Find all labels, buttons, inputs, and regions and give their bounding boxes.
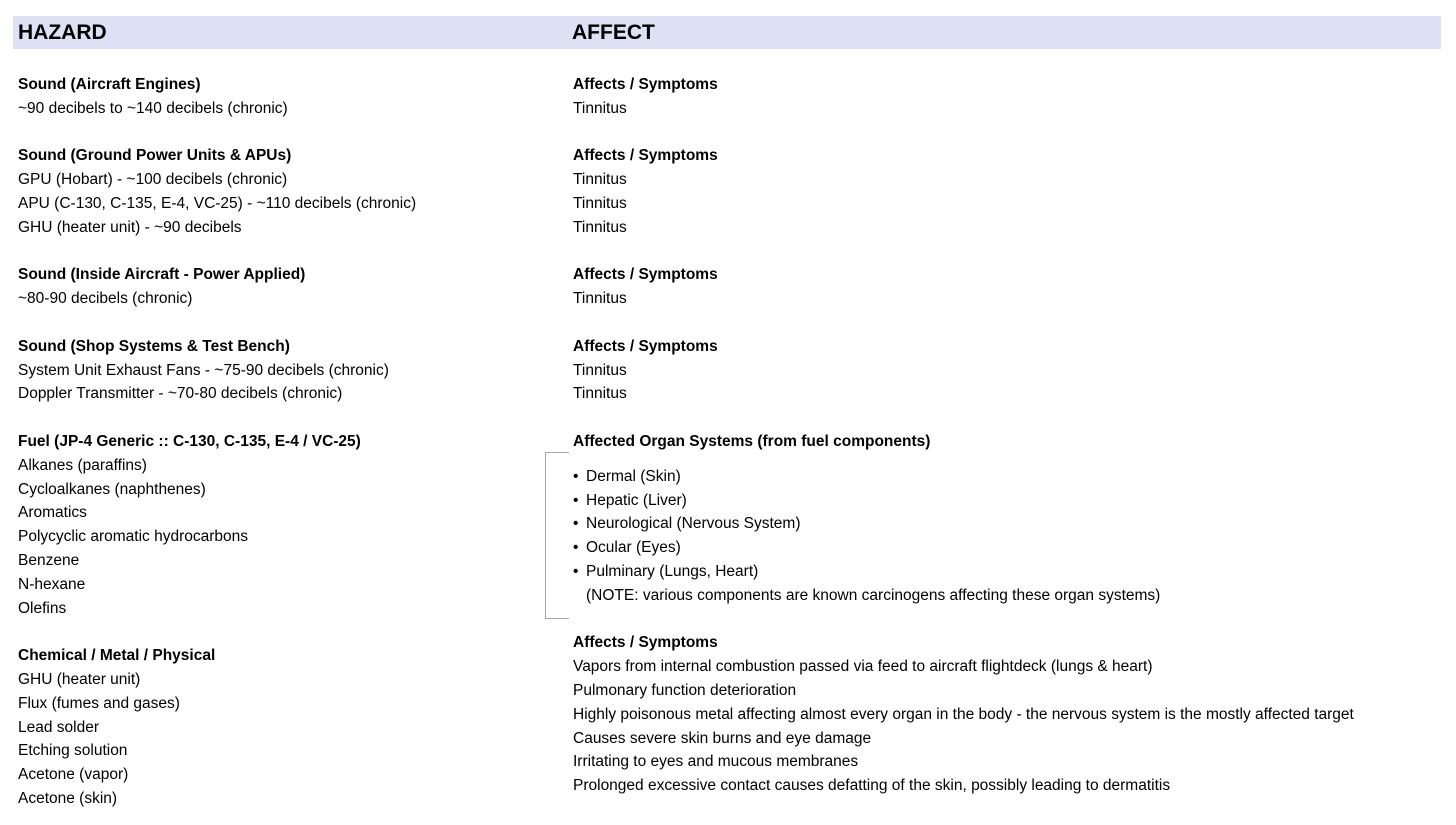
organ-system-label: Ocular (Eyes) [586,539,681,557]
hazard-line: GHU (heater unit) [18,670,141,688]
affect-column-header: AFFECT [572,21,655,44]
hazard-block-shop-systems [18,335,558,406]
affect-title: Affects / Symptoms [573,266,718,284]
affect-line: Irritating to eyes and mucous membranes [573,753,859,771]
organ-system-item [573,489,1443,513]
hazard-line: Cycloalkanes (naphthenes) [18,480,206,498]
hazard-column-header: HAZARD [18,21,107,44]
hazard-line: Benzene [18,551,80,569]
affect-block-fuel [573,430,1443,608]
affect-line: Tinnitus [573,290,627,308]
bullet-icon: • [573,562,579,580]
bullet-icon: • [573,539,579,557]
affect-line: Vapors from internal combustion passed via feed to aircraft flightdeck (lungs & heart) [573,658,1153,676]
hazard-line: APU (C-130, C-135, E-4, VC-25) - ~110 decibels (chronic) [18,194,417,212]
hazard-title: Sound (Inside Aircraft - Power Applied) [18,266,306,284]
affect-title: Affects / Symptoms [573,76,718,93]
hazard-title: Chemical / Metal / Physical [18,647,216,665]
hazard-line: Aromatics [18,504,87,522]
affect-title: Affects / Symptoms [573,147,718,165]
hazard-line: Acetone (vapor) [18,766,129,784]
organ-system-item [573,536,1443,560]
affect-line: Tinnitus [573,194,627,212]
table-header-bar [13,16,1441,49]
organ-system-label: Dermal (Skin) [586,467,681,485]
organ-system-label: Hepatic (Liver) [586,491,687,509]
affect-line: Tinnitus [573,218,627,236]
hazard-title: Sound (Aircraft Engines) [18,76,201,93]
hazard-line: System Unit Exhaust Fans - ~75-90 decibels (chronic) [18,361,389,379]
hazard-column [18,73,558,811]
organ-system-item [573,512,1443,536]
hazard-line: Lead solder [18,718,100,736]
bullet-icon: • [573,491,579,509]
organ-system-item [573,465,1443,489]
hazard-line: ~80-90 decibels (chronic) [18,290,193,308]
affect-line: Tinnitus [573,171,627,189]
affect-line: Tinnitus [573,99,627,117]
bullet-icon: • [573,467,579,485]
hazard-line: N-hexane [18,575,86,593]
affect-block-shop-systems [573,335,1443,406]
hazard-line: Olefins [18,599,67,617]
affect-line: Highly poisonous metal affecting almost every organ in the body - the nervous system is the mostly affected target [573,705,1354,723]
affect-column [573,73,1443,798]
hazard-line: ~90 decibels to ~140 decibels (chronic) [18,99,288,117]
hazard-line: GPU (Hobart) - ~100 decibels (chronic) [18,171,288,189]
hazard-line: Flux (fumes and gases) [18,694,180,712]
hazard-block-ground-power-units [18,144,558,239]
affect-line: Pulmonary function deterioration [573,681,797,699]
hazard-title: Fuel (JP-4 Generic :: C-130, C-135, E-4 / VC-25) [18,432,361,450]
affect-block-ground-power-units [573,144,1443,239]
hazard-line: Doppler Transmitter - ~70-80 decibels (chronic) [18,385,343,403]
affect-line: Tinnitus [573,385,627,403]
hazard-line: Acetone (skin) [18,789,118,807]
affect-line: Tinnitus [573,361,627,379]
organ-systems-list [573,465,1443,608]
hazard-line: Alkanes (paraffins) [18,456,147,474]
affect-title: Affects / Symptoms [573,634,718,652]
organ-system-label: Neurological (Nervous System) [586,515,801,533]
affect-block-aircraft-engines [573,73,1443,121]
affect-block-chemical [573,631,1443,798]
hazard-line: Etching solution [18,742,128,760]
hazard-line: Polycyclic aromatic hydrocarbons [18,528,249,546]
affect-block-inside-aircraft [573,263,1443,311]
hazard-block-inside-aircraft [18,263,558,311]
hazard-title: Sound (Ground Power Units & APUs) [18,147,292,165]
affect-line: Causes severe skin burns and eye damage [573,729,872,747]
carcinogen-note: (NOTE: various components are known carcinogens affecting these organ systems) [586,586,1161,604]
organ-systems-bracket [545,452,569,619]
organ-system-label: Pulminary (Lungs, Heart) [586,562,759,580]
organ-system-item [573,560,1443,584]
affect-title: Affects / Symptoms [573,337,718,355]
hazard-block-aircraft-engines [18,73,558,121]
affect-title: Affected Organ Systems (from fuel components) [573,432,931,450]
hazard-title: Sound (Shop Systems & Test Bench) [18,337,290,355]
hazard-block-fuel [18,430,558,620]
hazard-block-chemical [18,644,558,811]
affect-line: Prolonged excessive contact causes defatting of the skin, possibly leading to dermatitis [573,777,1171,795]
hazard-line: GHU (heater unit) - ~90 decibels [18,218,242,236]
bullet-icon: • [573,515,579,533]
